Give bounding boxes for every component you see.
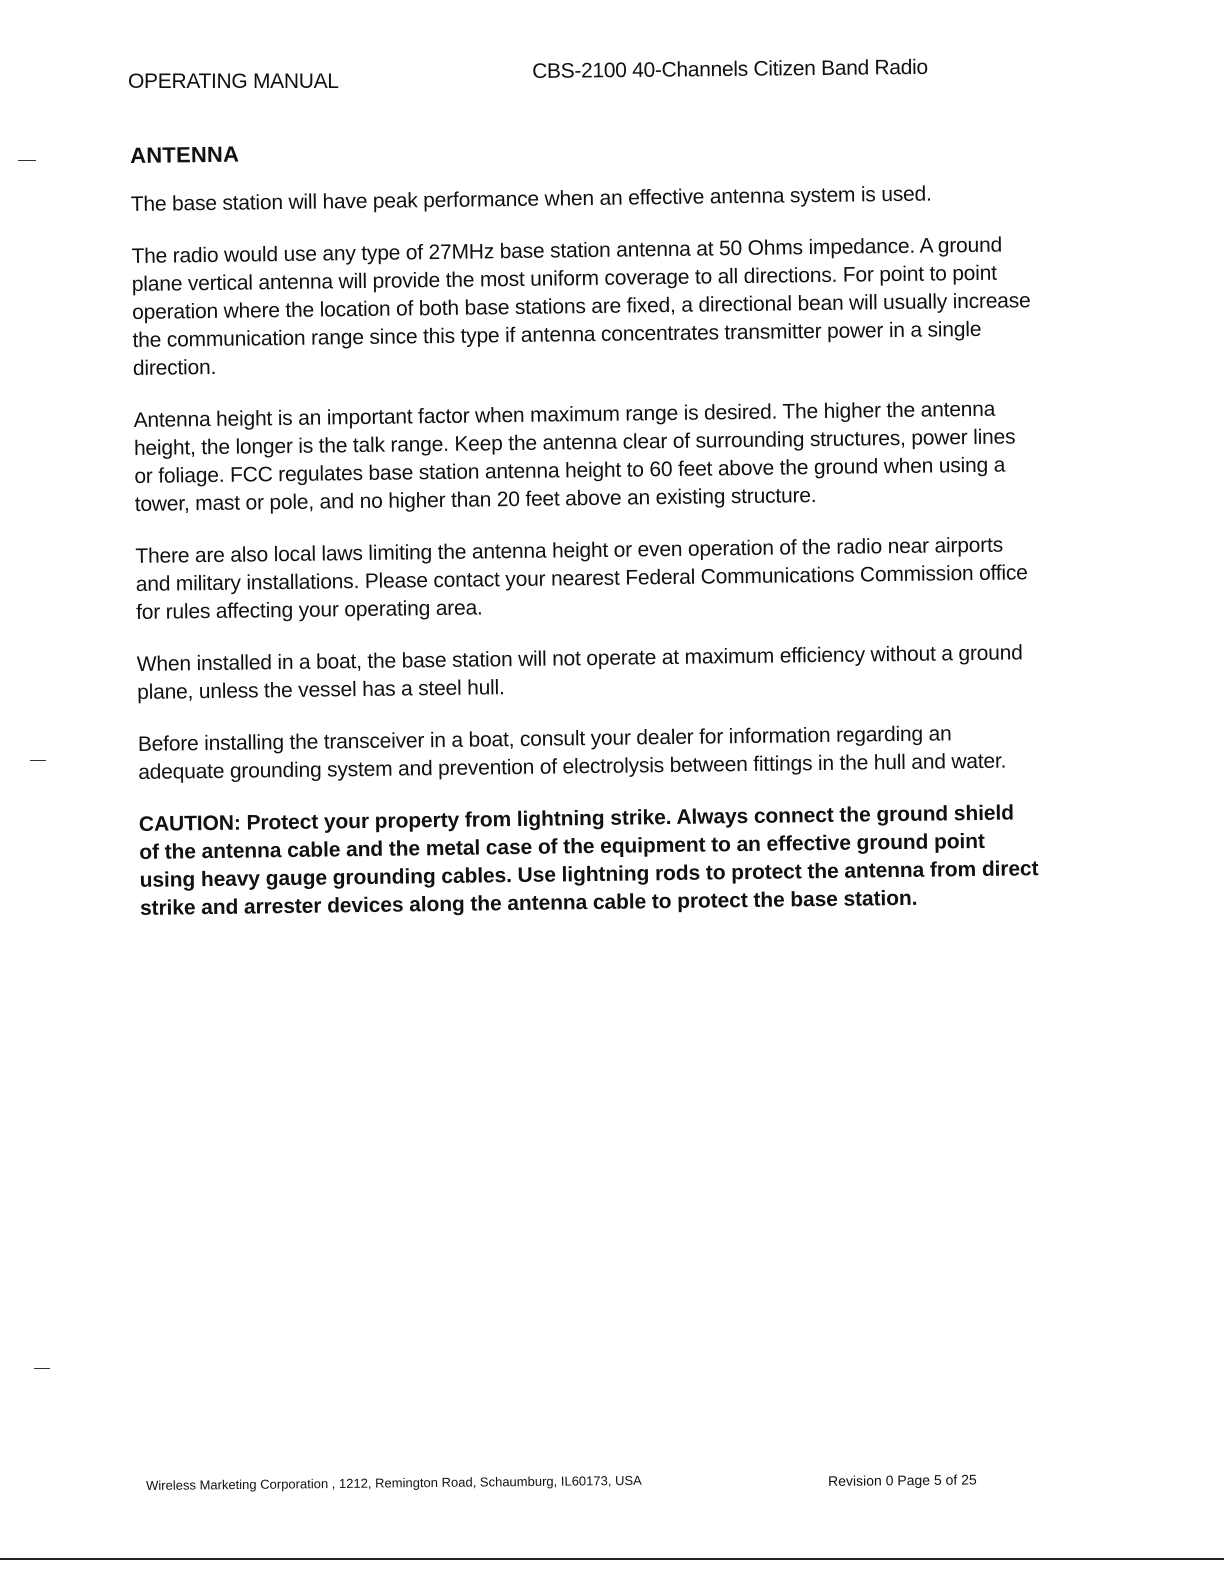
header-manual-title: OPERATING MANUAL (128, 70, 339, 93)
header-product-title: CBS-2100 40-Channels Citizen Band Radio (532, 55, 928, 83)
paragraph: Antenna height is an important factor when maximum range is desired. The higher the antenna height, the longer is the talk range. Keep the antenna clear of surrounding structures, power lines or foliage. FCC regulates base station antenna height to 60 feet above the ground when using a tower, mast or pole, and no higher than 20 feet above an existing structure. (133, 397, 1016, 516)
margin-mark (30, 760, 46, 761)
paragraph: When installed in a boat, the base station will not operate at maximum efficiency without a ground plane, unless the vessel has a steel hull. (136, 641, 1023, 704)
margin-mark (34, 1368, 50, 1369)
paragraph: There are also local laws limiting the antenna height or even operation of the radio near airports and military installations. Please contact your nearest Federal Communications Commission office for rules affecting your operating area. (135, 533, 1028, 624)
footer-company-address: Wireless Marketing Corporation , 1212, Remington Road, Schaumburg, IL60173, USA (146, 1472, 642, 1493)
footer-page-info: Revision 0 Page 5 of 25 (828, 1471, 977, 1489)
paragraph: The base station will have peak performance when an effective antenna system is used. (130, 182, 932, 216)
antenna-section (130, 131, 1040, 923)
margin-mark (18, 160, 36, 161)
section-heading: ANTENNA (130, 141, 240, 168)
paragraph: The radio would use any type of 27MHz base station antenna at 50 Ohms impedance. A ground plane vertical antenna will provide the most uniform coverage to all directions. For point to point operation where the location of both base stations are fixed, a directional bean will usually increase the communication range since this type if antenna concentrates transmitter power in a single direction. (131, 233, 1031, 380)
caution-note: CAUTION: Protect your property from lightning strike. Always connect the ground shield of the antenna cable and the metal case of the equipment to an effective ground point using heavy gauge grounding cables. Use lightning rods to protect the antenna from direct strike and arrester devices along the antenna cable to protect the base station. (138, 801, 1039, 920)
paragraph: Before installing the transceiver in a boat, consult your dealer for information regarding an adequate grounding system and prevention of electrolysis between fittings in the hull and water. (137, 722, 1007, 784)
bottom-rule (0, 1558, 1224, 1560)
